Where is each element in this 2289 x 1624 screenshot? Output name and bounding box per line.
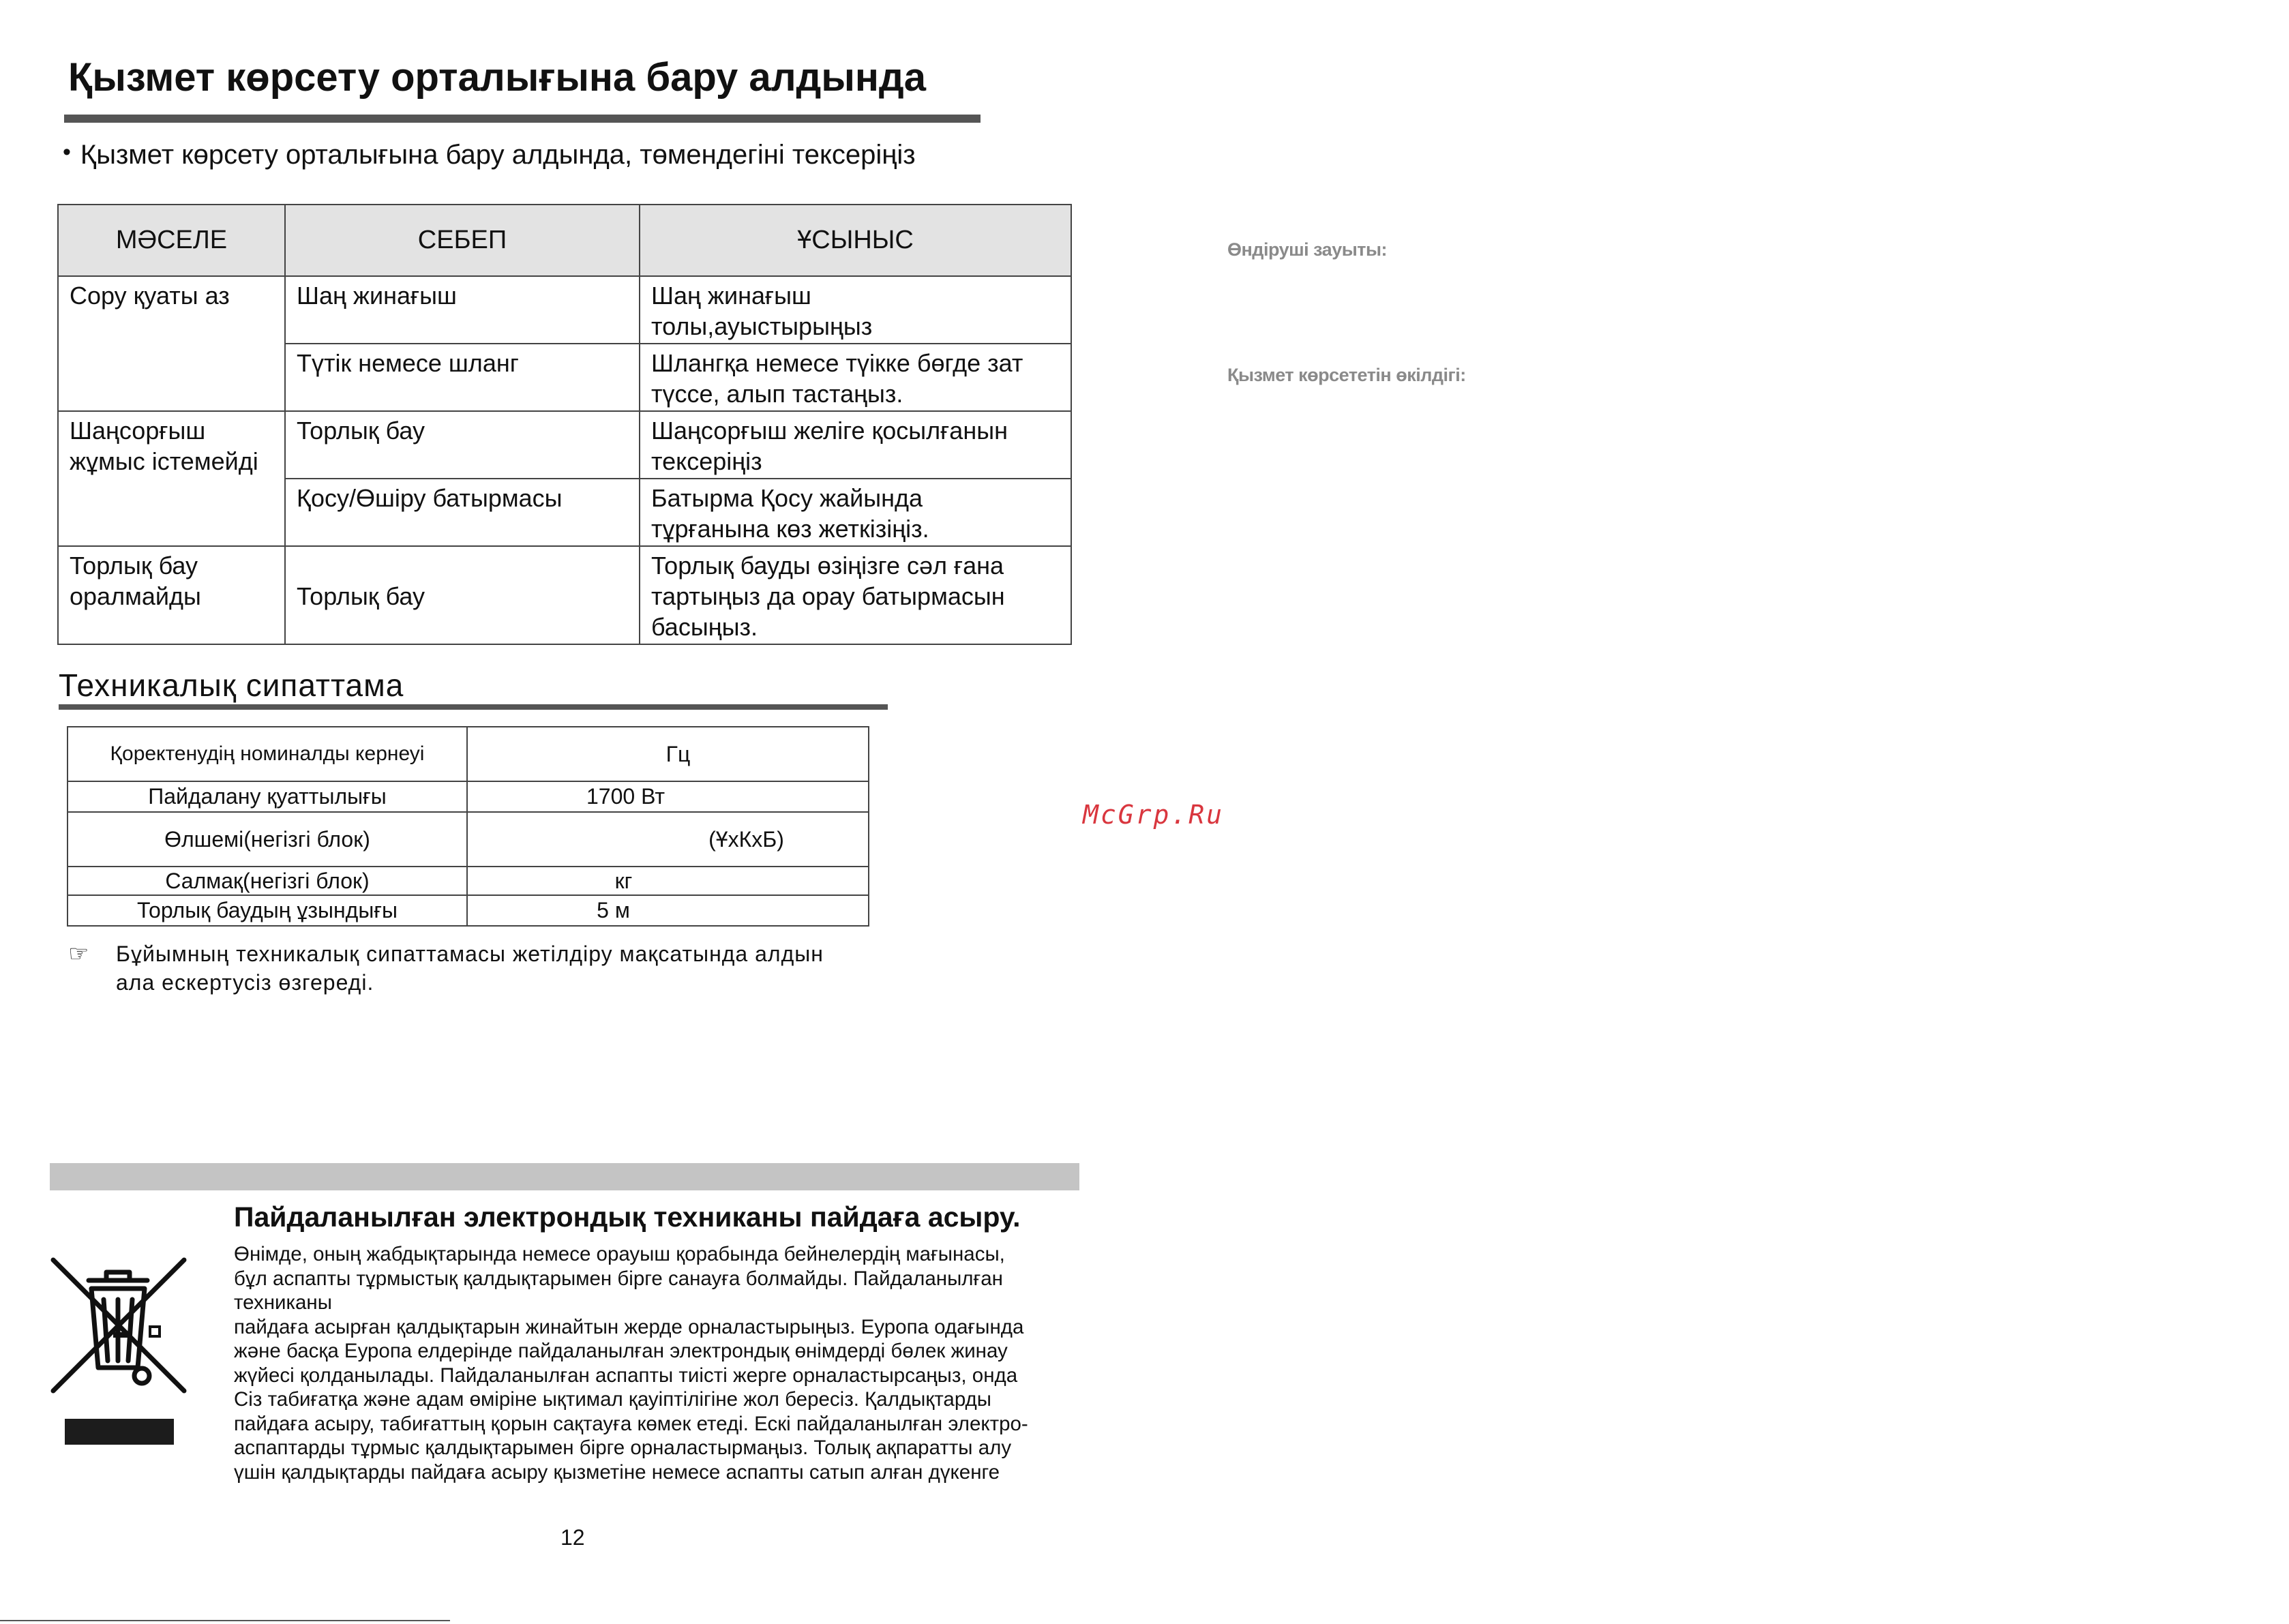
solution-cell: Шаңсорғыш желіге қосылғанын тексеріңіз [640, 411, 1071, 479]
weee-line: жүйесі қолданылады. Пайдаланылған аспапты тиісті жерге орналастырсаңыз, онда [234, 1364, 1018, 1387]
spec-label: Салмақ(негізгі блок) [68, 867, 467, 895]
spec-value: кг [467, 867, 869, 895]
page-title: Қызмет көрсету орталығына бару алдында [68, 55, 926, 100]
spec-row [68, 812, 869, 867]
solution-cell: Шлангқа немесе түікке бөгде зат түссе, алып тастаңыз. [640, 344, 1071, 411]
weee-line: пайдаға асырған қалдықтарын жинайтын жерде орналастырыңыз. Еуропа одағында [234, 1315, 1024, 1338]
spec-row [68, 781, 869, 812]
table-row [58, 411, 1071, 479]
table-header-row [58, 205, 1071, 276]
weee-line: техниканы [234, 1291, 332, 1314]
spec-value: (ҰхКхБ) [467, 812, 869, 867]
header-problem: МӘСЕЛЕ [58, 205, 285, 276]
spec-label: Торлық баудың ұзындығы [68, 895, 467, 926]
table-row [58, 546, 1071, 644]
solution-cell: Торлық бауды өзіңізге сәл ғана тартыңыз да орау батырмасын басыңыз. [640, 546, 1071, 644]
bullet-icon: • [63, 139, 71, 165]
troubleshooting-table [57, 204, 1072, 645]
spec-row [68, 867, 869, 895]
spec-note [68, 939, 824, 997]
header-cause: СЕБЕП [285, 205, 640, 276]
spec-row [68, 727, 869, 781]
spec-row [68, 895, 869, 926]
bottom-rule [0, 1620, 450, 1621]
weee-line: бұл аспапты тұрмыстық қалдықтарымен бірге санауға болмайды. Пайдаланылған [234, 1267, 1003, 1290]
spec-label: Пайдалану қуаттылығы [68, 781, 467, 812]
watermark: McGrp.Ru [1083, 800, 1225, 830]
crossed-bin-icon [48, 1253, 192, 1398]
problem-cell: Сору қуаты аз [58, 276, 285, 411]
cause-cell: Қосу/Өшіру батырмасы [285, 479, 640, 546]
intro-line [63, 140, 916, 170]
spec-table [67, 726, 869, 927]
solution-cell: Шаң жинағыш толы,ауыстырыңыз [640, 276, 1071, 344]
problem-cell: Шаңсорғыш жұмыс істемейді [58, 411, 285, 546]
spec-value: 1700 Вт [467, 781, 869, 812]
table-row [58, 276, 1071, 344]
service-label: Қызмет көрсететін өкілдігі: [1227, 365, 1466, 385]
weee-line: Сіз табиғатқа және адам өміріне ықтимал қауіптілігіне жол бересіз. Қалдықтарды [234, 1388, 991, 1411]
note-line: Бұйымның техникалық сипаттамасы жетілдіру мақсатында алдын [116, 942, 824, 966]
intro-text: Қызмет көрсету орталығына бару алдында, төмендегіні тексеріңіз [80, 140, 916, 170]
weee-line: және басқа Еуропа елдерінде пайдаланылған электрондық өнімдерді бөлек жинау [234, 1340, 1008, 1362]
weee-body [234, 1242, 1107, 1484]
spec-label: Қоректенудің номиналды кернеуі [68, 727, 467, 781]
spec-underline [59, 704, 888, 710]
weee-heading: Пайдаланылған электрондық техниканы пайдаға асыру. [234, 1201, 1021, 1233]
spec-value: 5 м [467, 895, 869, 926]
spec-heading: Техникалық сипаттама [59, 667, 404, 703]
pointing-hand-icon: ☞ [68, 941, 90, 967]
cause-cell: Торлық бау [285, 411, 640, 479]
manufacturer-label: Өндіруші зауыты: [1227, 239, 1388, 260]
spec-label: Өлшемі(негізгі блок) [68, 812, 467, 867]
section-bar [50, 1163, 1079, 1190]
title-underline [64, 115, 981, 123]
note-line: ала ескертусіз өзгереді. [116, 970, 374, 995]
solution-cell: Батырма Қосу жайында тұрғанына көз жеткізіңіз. [640, 479, 1071, 546]
weee-line: үшін қалдықтарды пайдаға асыру қызметіне немесе аспапты сатып алған дүкенге [234, 1460, 1000, 1484]
spec-value: Гц [467, 727, 869, 781]
problem-cell: Торлық бау оралмайды [58, 546, 285, 644]
weee-line: пайдаға асыру, табиғаттың қорын сақтауға көмек етеді. Ескі пайдаланылған электро- [234, 1412, 1028, 1435]
weee-line: Өнімде, оның жабдықтарында немесе орауыш қорабында бейнелердің мағынасы, [234, 1243, 1005, 1265]
weee-black-bar [65, 1419, 174, 1445]
cause-cell: Түтік немесе шланг [285, 344, 640, 411]
header-solution: ҰСЫНЫС [640, 205, 1071, 276]
weee-line: аспаптарды тұрмыс қалдықтарымен бірге орналастырмаңыз. Толық ақпаратты алу [234, 1437, 1012, 1459]
cause-cell: Шаң жинағыш [285, 276, 640, 344]
page-number: 12 [560, 1525, 585, 1550]
cause-cell: Торлық бау [285, 546, 640, 644]
